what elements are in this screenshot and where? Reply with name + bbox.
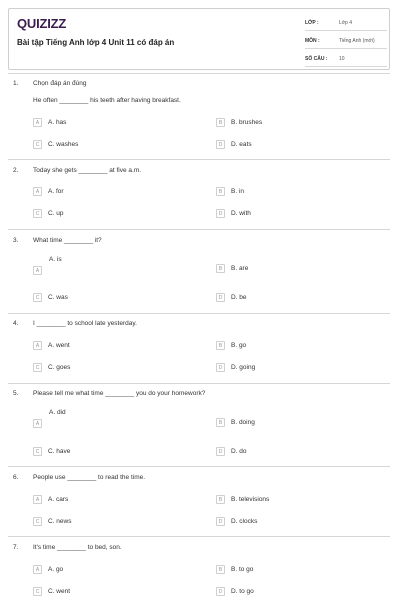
option-badge: B [216, 418, 225, 427]
option-c[interactable] [33, 587, 70, 596]
question-divider [8, 383, 390, 384]
meta-row-count [305, 52, 387, 67]
meta-label: MÔN : [305, 38, 320, 44]
meta-row-subject [305, 34, 387, 49]
question-text: What time ________ it? [33, 237, 102, 244]
option-badge: A [33, 419, 42, 428]
meta-label: LỚP : [305, 20, 319, 26]
meta-value: Lớp 4 [339, 20, 353, 26]
question-text: Today she gets ________ at five a.m. [33, 167, 142, 174]
question-divider [8, 536, 390, 537]
option-badge: D [216, 447, 225, 456]
option-badge: C [33, 363, 42, 372]
option-a[interactable] [33, 565, 63, 574]
question-number: 2. [13, 167, 19, 174]
option-a[interactable] [33, 409, 66, 428]
option-badge: C [33, 140, 42, 149]
option-text: D. to go [231, 588, 254, 595]
option-badge: A [33, 118, 42, 127]
option-c[interactable] [33, 517, 71, 526]
option-c[interactable] [33, 293, 68, 302]
option-text: B. doing [231, 419, 255, 426]
option-text: A. went [48, 342, 70, 349]
option-badge: C [33, 293, 42, 302]
option-text: D. eats [231, 141, 252, 148]
option-text: C. have [48, 448, 71, 455]
question-number: 7. [13, 544, 19, 551]
option-badge: A [33, 565, 42, 574]
question-text: Please tell me what time ________ you do your homework? [33, 390, 206, 397]
option-a[interactable] [33, 256, 62, 275]
question-number: 5. [13, 390, 19, 397]
option-text: A. go [48, 566, 64, 573]
option-b[interactable] [216, 418, 255, 427]
option-badge: C [33, 587, 42, 596]
option-d[interactable] [216, 140, 252, 149]
option-d[interactable] [216, 363, 255, 372]
option-badge: D [216, 517, 225, 526]
option-b[interactable] [216, 187, 244, 196]
option-badge: C [33, 209, 42, 218]
meta-label: SỐ CÂU : [305, 56, 328, 62]
question-number: 4. [13, 320, 19, 327]
option-badge: B [216, 341, 225, 350]
option-text: C. was [48, 294, 68, 301]
option-a[interactable] [33, 341, 70, 350]
option-text: C. up [48, 210, 64, 217]
header-divider [8, 73, 390, 74]
option-b[interactable] [216, 495, 269, 504]
quizizz-logo: QUIZIZZ [17, 16, 67, 31]
meta-value: Tiếng Anh (mới) [339, 38, 375, 44]
question-number: 1. [13, 80, 19, 87]
option-badge: A [33, 495, 42, 504]
meta-value: 10 [339, 56, 345, 62]
option-d[interactable] [216, 517, 257, 526]
option-text: A. did [49, 409, 66, 416]
option-text: A. is [49, 256, 62, 263]
option-text: C. news [48, 518, 72, 525]
option-c[interactable] [33, 447, 70, 456]
option-text: D. do [231, 448, 247, 455]
option-text: B. in [231, 188, 245, 195]
option-badge: A [33, 341, 42, 350]
option-a[interactable] [33, 495, 68, 504]
option-text: D. with [231, 210, 251, 217]
question-text: People use ________ to read the time. [33, 474, 146, 481]
meta-row-grade [305, 16, 387, 31]
option-text: A. has [48, 119, 67, 126]
worksheet-header [8, 8, 390, 70]
option-badge: B [216, 118, 225, 127]
option-text: B. go [231, 342, 247, 349]
option-text: D. clocks [231, 518, 258, 525]
question-divider [8, 466, 390, 467]
option-text: A. for [48, 188, 64, 195]
option-text: B. are [231, 265, 249, 272]
option-c[interactable] [33, 209, 64, 218]
option-badge: D [216, 140, 225, 149]
option-badge: B [216, 495, 225, 504]
option-b[interactable] [216, 565, 253, 574]
question-number: 6. [13, 474, 19, 481]
option-badge: B [216, 565, 225, 574]
option-badge: B [216, 264, 225, 273]
option-badge: A [33, 266, 42, 275]
option-badge: D [216, 209, 225, 218]
question-divider [8, 313, 390, 314]
option-text: B. brushes [231, 119, 263, 126]
option-badge: B [216, 187, 225, 196]
option-a[interactable] [33, 187, 64, 196]
worksheet-title: Bài tập Tiếng Anh lớp 4 Unit 11 có đáp án [17, 38, 175, 47]
question-text: He often ________ his teeth after having breakfast. [33, 97, 181, 104]
question-text: I ________ to school late yesterday. [33, 320, 137, 327]
option-text: C. goes [48, 364, 71, 371]
question-text: It's time ________ to bed, son. [33, 544, 122, 551]
option-a[interactable] [33, 118, 66, 127]
question-number: 3. [13, 237, 19, 244]
option-c[interactable] [33, 140, 78, 149]
option-badge: C [33, 447, 42, 456]
option-c[interactable] [33, 363, 70, 372]
option-badge: D [216, 293, 225, 302]
question-divider [8, 229, 390, 230]
question-divider [8, 159, 390, 160]
option-d[interactable] [216, 587, 254, 596]
option-badge: D [216, 363, 225, 372]
option-text: B. televisions [231, 496, 270, 503]
option-badge: C [33, 517, 42, 526]
option-badge: A [33, 187, 42, 196]
option-b[interactable] [216, 118, 262, 127]
option-d[interactable] [216, 293, 247, 302]
question-instruction: Chọn đáp án đúng [33, 80, 87, 87]
option-text: C. went [48, 588, 71, 595]
option-d[interactable] [216, 447, 247, 456]
option-text: C. washes [48, 141, 79, 148]
option-badge: D [216, 587, 225, 596]
worksheet-meta [305, 16, 387, 70]
option-text: B. to go [231, 566, 254, 573]
option-text: D. going [231, 364, 256, 371]
option-d[interactable] [216, 209, 251, 218]
option-text: D. be [231, 294, 247, 301]
option-text: A. cars [48, 496, 69, 503]
option-b[interactable] [216, 341, 246, 350]
option-b[interactable] [216, 264, 248, 273]
